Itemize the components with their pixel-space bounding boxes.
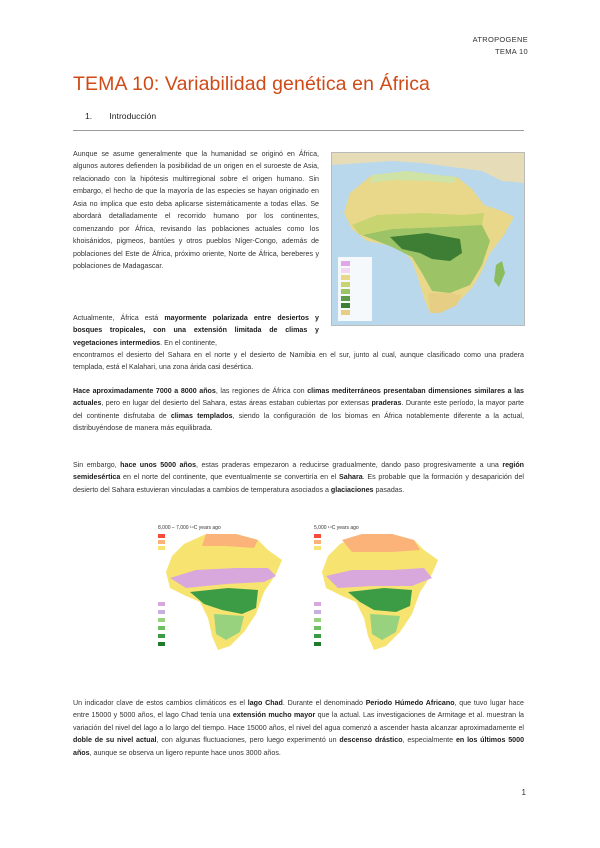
page-title: TEMA 10: Variabilidad genética en África: [73, 73, 430, 95]
paragraph-8000-years: Hace aproximadamente 7000 a 8000 años, las regiones de África con climas mediterráneos presentaban dimensiones similares a las actuales, pero en lugar del desierto del Sahara, estas áreas estaban cubiertas por extensas praderas. Durante este período, la mayor parte del continente disfrutaba de climas templados, siendo la configuración de los biomas en África notablemente diferente a la actual, distribuyéndose de manera más equilibrada.: [73, 387, 524, 433]
section-divider: [73, 130, 524, 131]
paragraph-intro: Aunque se asume generalmente que la humanidad se originó en África, algunos autores defienden la posibilidad de un origen en el suroeste de Asia, relacionado con la hipótesis multirregional sobre el origen humano. Sin embargo, el hecho de que la mayoría de las especies se hayan originado en Asia no implica que esto deba aplicarse sistemáticamente a todas ellas. Se abordará detalladamente el recorrido humano por los continentes, comenzando por África, revisando las poblaciones actuales como los khoisánidos, pigmeos, bantúes y otros pueblos Níger-Congo, además de poblaciones del Este de África, próximo oriente, Norte de África, bereberes y poblaciones de Madagascar.: [73, 150, 319, 271]
map-left-title: 8,000 – 7,000 ¹⁴C years ago: [158, 525, 221, 531]
topic-label: TEMA 10: [495, 47, 528, 56]
page-header: [473, 34, 528, 58]
north-coast-zone: [202, 534, 258, 548]
africa-map-5000-years: [312, 522, 448, 672]
paragraph-5000-years: Sin embargo, hace unos 5000 años, estas praderas empezaron a reducirse gradualmente, dando paso progresivamente a una región semidesértica en el norte del continente, que eventualmente se convertiría en el Sahara. Es probable que la formación y desaparición del desierto del Sahara estuvieran vinculadas a cambios de temperatura asociados a glaciaciones pasadas.: [73, 461, 525, 494]
map-left-legend: [158, 534, 165, 646]
forest-zone: [348, 588, 412, 612]
paragraph-current-biomes-a: Actualmente, África está mayormente polarizada entre desiertos y bosques tropicales, con una extensión limitada de climas y vegetaciones intermedios. En el continente,: [73, 314, 319, 347]
page-number: 1: [521, 788, 526, 797]
paragraph-lake-chad: Un indicador clave de estos cambios climáticos es el lago Chad. Durante el denominado Periodo Húmedo Africano, que tuvo lugar hace entre 15000 y 5000 años, el lago Chad tenía una extensión mucho mayor que la actual. Las investigaciones de Armitage et al. muestran la variación del nivel del lago a lo largo del tiempo. Hace 15000 años, el nivel del agua comenzó a ascender hasta alcanzar aproximadamente el doble de su nivel actual, con algunas fluctuaciones, pero luego experimentó un descenso drástico, especialmente en los últimos 5000 años, aunque se observa un ligero repunte hace unos 3000 años.: [73, 699, 525, 757]
map-legend: [338, 257, 372, 321]
map-right-title: 5,000 ¹⁴C years ago: [314, 525, 359, 531]
map-right-legend: [314, 534, 321, 646]
north-zone: [342, 534, 420, 552]
paragraph-current-biomes-b: encontramos el desierto del Sahara en el norte y el desierto de Namibia en el sur, junto al cual, aunque clasificado como una pradera templada, está el Kalahari, una zona árida casi desértica.: [73, 351, 524, 372]
africa-vegetation-map: [331, 152, 525, 326]
section-number: 1.: [85, 111, 93, 121]
section-heading: [85, 111, 156, 121]
africa-map-8000-years: [156, 522, 292, 672]
course-name: ATROPOGENE: [472, 35, 528, 44]
section-label: Introducción: [109, 111, 157, 121]
